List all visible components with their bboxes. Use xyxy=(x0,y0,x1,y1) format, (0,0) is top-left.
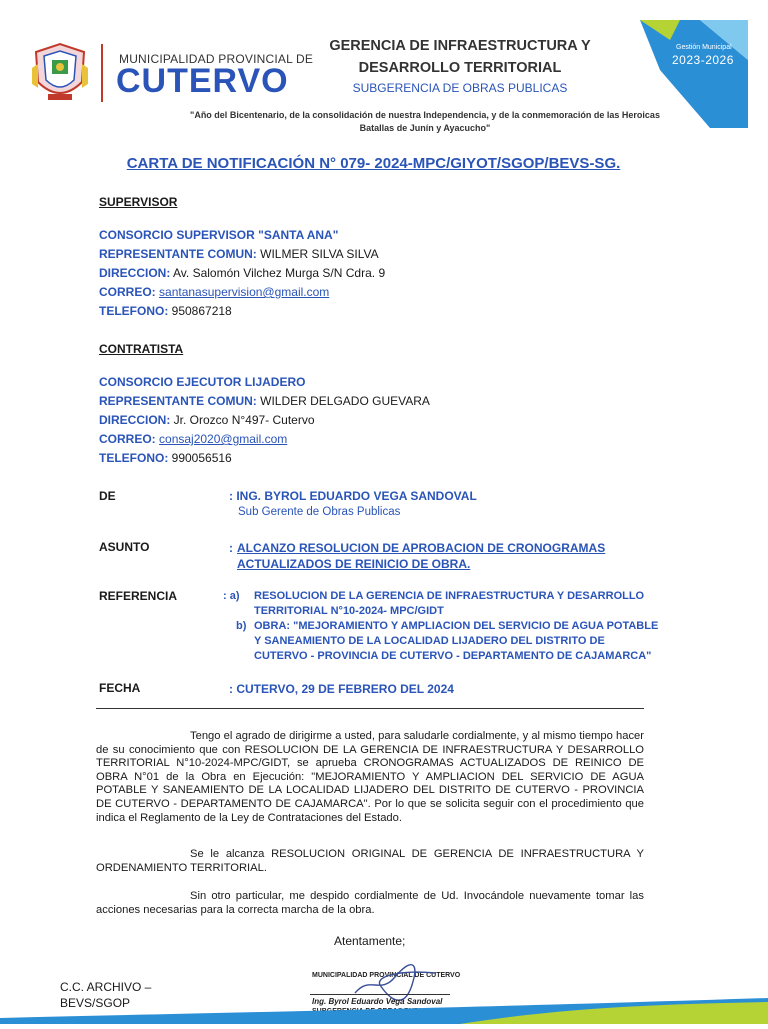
supervisor-phone xyxy=(99,304,232,318)
signer-name: Ing. Byrol Eduardo Vega Sandoval xyxy=(312,997,443,1006)
phone-label: TELEFONO: xyxy=(99,304,169,318)
ref-a-line2: TERRITORIAL N°10-2024- MPC/GIDT xyxy=(254,605,444,617)
cc-line2: BEVS/SGOP xyxy=(60,996,131,1010)
supervisor-representative xyxy=(99,247,379,261)
contratista-address xyxy=(99,413,315,427)
asunto-line1: ALCANZO RESOLUCION DE APROBACION DE CRONOGRAMAS xyxy=(237,541,606,555)
de-value: : ING. BYROL EDUARDO VEGA SANDOVAL xyxy=(229,489,477,503)
closing-text: Atentamente; xyxy=(334,934,406,948)
municipality-line: MUNICIPALIDAD PROVINCIAL DE xyxy=(119,52,314,66)
asunto-line2: ACTUALIZADOS DE REINICIO DE OBRA. xyxy=(237,557,471,571)
municipality-name: CUTERVO xyxy=(116,62,289,100)
body-paragraph-3: Sin otro particular, me despido cordialmente de Ud. Invocándole nuevamente tomar las acciones necesarias para la correcta marcha de la obra. xyxy=(96,890,644,916)
ref-a-line1: RESOLUCION DE LA GERENCIA DE INFRAESTRUCTURA Y DESARROLLO xyxy=(254,590,645,602)
contratista-email xyxy=(99,432,287,446)
email-link[interactable]: consaj2020@gmail.com xyxy=(159,432,288,446)
email-link[interactable]: santanasupervision@gmail.com xyxy=(159,285,330,299)
ref-b-prefix: b) xyxy=(236,620,247,632)
badge-small-text: Gestión Municipal xyxy=(676,44,732,51)
phone-label: TELEFONO: xyxy=(99,451,169,465)
de-subtitle: Sub Gerente de Obras Publicas xyxy=(238,506,401,518)
footer-wave-decoration xyxy=(0,994,768,1024)
fecha-value: : CUTERVO, 29 DE FEBRERO DEL 2024 xyxy=(229,682,454,696)
signature-stamp-top: MUNICIPALIDAD PROVINCIAL DE CUTERVO xyxy=(312,972,461,979)
rep-label: REPRESENTANTE COMUN: xyxy=(99,394,257,408)
motto-line2: Batallas de Junín y Ayacucho" xyxy=(359,123,491,133)
fecha-label: FECHA xyxy=(99,681,141,695)
referencia-label: REFERENCIA xyxy=(99,589,178,603)
subgerencia-label: SUBGERENCIA DE OBRAS PUBLICAS xyxy=(352,81,568,95)
email-label: CORREO: xyxy=(99,432,156,446)
rep-value: WILMER SILVA SILVA xyxy=(256,247,379,261)
gerencia-line2: DESARROLLO TERRITORIAL xyxy=(358,60,562,76)
asunto-label: ASUNTO xyxy=(99,540,150,554)
ref-a-prefix: : a) xyxy=(223,590,240,602)
ref-b-line3: CUTERVO - PROVINCIA DE CUTERVO - DEPARTAMENTO DE CAJAMARCA" xyxy=(254,650,652,662)
phone-value: 990056516 xyxy=(168,451,232,465)
asunto-colon: : xyxy=(229,541,233,555)
contratista-heading: CONTRATISTA xyxy=(99,342,184,356)
body-paragraph-2: Se le alcanza RESOLUCION ORIGINAL DE GERENCIA DE INFRAESTRUCTURA Y ORDENAMIENTO TERRITORIAL. xyxy=(96,848,644,874)
body-paragraph-1: Tengo el agrado de dirigirme a usted, para saludarle cordialmente, y al mismo tiempo hacer de su conocimiento que con RESOLUCION DE LA GERENCIA DE INFRAESTRUCTURA Y DESARROLLO TERRITORIAL N°10-2024-MPC/GIDT, se aprueba CRONOGRAMAS ACTUALIZADOS DE REINICO DE OBRA N°01 de la Obra en Ejecución: "MEJORAMIENTO Y AMPLIACION DEL SERVICIO DE AGUA POTABLE Y SANEAMIENTO DE LA LOCALIDAD LIJADERO DEL DISTRITO DE CUTERVO - PROVINCIA DE CUTERVO - DEPARTAMENTO DE CAJAMARCA". Por lo que se solicita seguir con el procedimiento que indica el Reglamento de la Ley de Contrataciones del Estado. xyxy=(96,730,644,824)
motto-line1: "Año del Bicentenario, de la consolidación de nuestra Independencia, y de la conmemoración de las Heroicas xyxy=(190,110,660,120)
rep-label: REPRESENTANTE COMUN: xyxy=(99,247,257,261)
address-label: DIRECCION: xyxy=(99,266,171,280)
address-value: Jr. Orozco N°497- Cutervo xyxy=(170,413,315,427)
section-divider xyxy=(96,708,644,709)
gerencia-line1: GERENCIA DE INFRAESTRUCTURA Y xyxy=(329,38,591,54)
supervisor-address xyxy=(99,266,385,280)
contratista-representative xyxy=(99,394,430,408)
supervisor-heading: SUPERVISOR xyxy=(99,195,178,209)
supervisor-email xyxy=(99,285,329,299)
supervisor-name: CONSORCIO SUPERVISOR "SANTA ANA" xyxy=(99,228,339,242)
address-value: Av. Salomón Vilchez Murga S/N Cdra. 9 xyxy=(170,266,386,280)
ref-b-line2: Y SANEAMIENTO DE LA LOCALIDAD LIJADERO DEL DISTRITO DE xyxy=(254,635,605,647)
contratista-name: CONSORCIO EJECUTOR LIJADERO xyxy=(99,375,306,389)
letter-title: CARTA DE NOTIFICACIÓN N° 079- 2024-MPC/GIYOT/SGOP/BEVS-SG. xyxy=(126,155,621,172)
phone-value: 950867218 xyxy=(168,304,232,318)
address-label: DIRECCION: xyxy=(99,413,171,427)
ref-b-line1: OBRA: "MEJORAMIENTO Y AMPLIACION DEL SERVICIO DE AGUA POTABLE xyxy=(254,620,659,632)
contratista-phone xyxy=(99,451,232,465)
municipal-crest-logo xyxy=(28,38,92,108)
cc-line1: C.C. ARCHIVO – xyxy=(60,980,152,994)
rep-value: WILDER DELGADO GUEVARA xyxy=(256,394,430,408)
email-label: CORREO: xyxy=(99,285,156,299)
de-label: DE xyxy=(99,489,116,503)
header-divider xyxy=(101,44,103,102)
badge-years: 2023-2026 xyxy=(672,53,734,67)
